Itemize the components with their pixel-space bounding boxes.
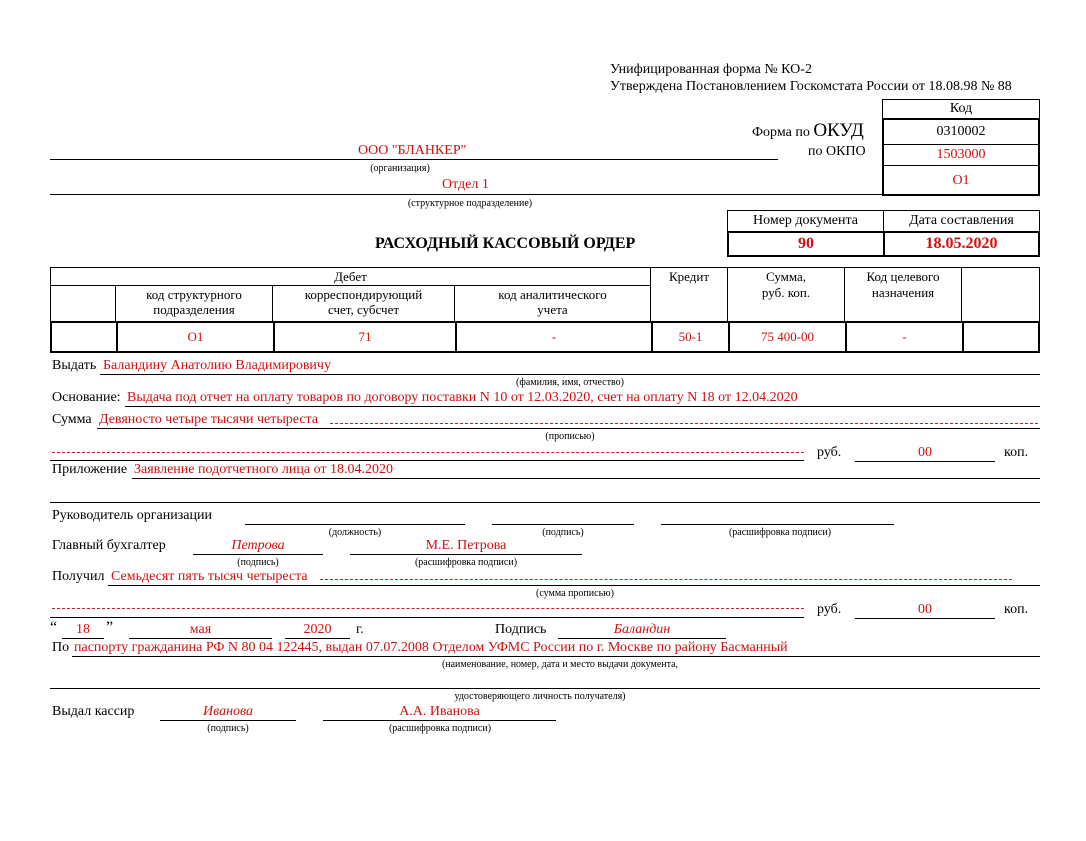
basis-label: Основание: (52, 390, 121, 405)
cashier-sign[interactable]: Иванова (202, 704, 254, 719)
debit-header: Дебет (334, 269, 367, 284)
position-caption: (должность) (328, 527, 382, 538)
okud-value: 0310002 (884, 120, 1038, 145)
kop-value-2[interactable]: 00 (918, 602, 932, 617)
kop-label-2: коп. (1004, 602, 1029, 617)
by-label: По (52, 640, 70, 655)
document-date[interactable]: 18.05.2020 (925, 235, 998, 252)
attachment-value[interactable]: Заявление подотчетного лица от 18.04.2020 (134, 462, 394, 477)
department-caption: (структурное подразделение) (407, 198, 533, 209)
struct-header: код структурного подразделения (146, 287, 242, 317)
form-name: Унифицированная форма № КО-2 (610, 62, 812, 77)
row-target[interactable]: - (902, 329, 907, 344)
extra-code-value[interactable]: О1 (952, 173, 970, 188)
cashier-decode-caption: (расшифровка подписи) (388, 723, 492, 734)
receipt-year[interactable]: 2020 (303, 622, 332, 637)
chief-accountant-name[interactable]: М.Е. Петрова (425, 538, 507, 553)
department-name[interactable]: Отдел 1 (442, 177, 489, 192)
okpo-label: по ОКПО (808, 144, 866, 159)
accounting-table-header (50, 267, 1040, 322)
date-label: Дата составления (909, 213, 1014, 228)
received-value[interactable]: Семьдесят пять тысяч четыреста (111, 569, 308, 584)
sum-value[interactable]: Девяносто четыре тысячи четыреста (99, 412, 319, 427)
id-document-caption-2: удостоверяющего личность получателя) (454, 691, 626, 702)
code-header-cell (882, 99, 1040, 118)
accounting-table-row (50, 321, 1040, 353)
receipt-day[interactable]: 18 (76, 622, 90, 637)
code-box (882, 118, 1040, 196)
number-date-values (727, 231, 1040, 257)
analyt-header: код аналитического учета (498, 287, 607, 317)
corr-header: корреспондирующий счет, субсчет (304, 287, 423, 317)
sum-caption: (прописью) (545, 431, 595, 442)
cashier-name[interactable]: А.А. Иванова (399, 704, 480, 719)
year-suffix: г. (356, 622, 364, 637)
basis-value[interactable]: Выдача под отчет на оплату товаров по договору поставки N 10 от 12.03.2020, счет на оплату N 18 от 12.04.2020 (127, 390, 798, 405)
rub-label: руб. (817, 445, 842, 460)
chief-decode-caption: (расшифровка подписи) (414, 557, 518, 568)
rub-label-2: руб. (817, 602, 842, 617)
head-sign-caption: (подпись) (542, 527, 584, 538)
org-caption: (организация) (370, 163, 430, 174)
row-struct[interactable]: О1 (187, 329, 204, 344)
credit-header: Кредит (668, 269, 710, 284)
row-credit[interactable]: 50-1 (678, 329, 703, 344)
received-caption: (сумма прописью) (536, 588, 614, 599)
issue-value[interactable]: Баландину Анатолию Владимировичу (103, 358, 331, 373)
cashier-sign-caption: (подпись) (207, 723, 249, 734)
kop-value[interactable]: 00 (918, 445, 932, 460)
document-title: РАСХОДНЫЙ КАССОВЫЙ ОРДЕР (375, 235, 636, 252)
chief-accountant-label: Главный бухгалтер (52, 538, 166, 553)
cashier-label: Выдал кассир (52, 704, 135, 719)
issue-caption: (фамилия, имя, отчество) (516, 377, 624, 388)
number-label: Номер документа (752, 213, 859, 228)
head-label: Руководитель организации (52, 508, 212, 523)
row-analyt[interactable]: - (551, 329, 557, 344)
sum-header: Сумма, руб. коп. (761, 269, 811, 300)
number-date-header (727, 210, 1040, 232)
document-number[interactable]: 90 (798, 235, 814, 252)
id-document-caption: (наименование, номер, дата и место выдачи документа, (441, 659, 679, 670)
sum-label: Сумма (52, 412, 92, 427)
org-name[interactable]: ООО "БЛАНКЕР" (358, 143, 467, 158)
quote-close: ” (106, 619, 114, 636)
issue-label: Выдать (52, 358, 97, 373)
okpo-value[interactable]: 1503000 (884, 145, 1038, 166)
target-header: Код целевого назначения (866, 269, 940, 300)
chief-accountant-sign[interactable]: Петрова (231, 538, 285, 553)
quote-open: “ (50, 619, 58, 636)
receiver-sign[interactable]: Баландин (613, 622, 671, 637)
receipt-month[interactable]: мая (189, 622, 212, 637)
approval-note: Утверждена Постановлением Госкомстата России от 18.08.98 № 88 (610, 79, 1012, 94)
head-decode-caption: (расшифровка подписи) (728, 527, 832, 538)
chief-sign-caption: (подпись) (237, 557, 279, 568)
kop-label: коп. (1004, 445, 1029, 460)
code-header: Код (949, 101, 973, 116)
row-corr[interactable]: 71 (358, 329, 372, 344)
row-sum[interactable]: 75 400-00 (760, 329, 815, 344)
attachment-label: Приложение (52, 462, 128, 477)
id-document-value[interactable]: паспорту гражданина РФ N 80 04 122445, выдан 07.07.2008 Отделом УФМС России по г. Москве по району Басманный (74, 640, 788, 655)
received-label: Получил (52, 569, 105, 584)
okud-label: Форма по ОКУД (752, 120, 864, 141)
sign-label: Подпись (495, 622, 547, 637)
